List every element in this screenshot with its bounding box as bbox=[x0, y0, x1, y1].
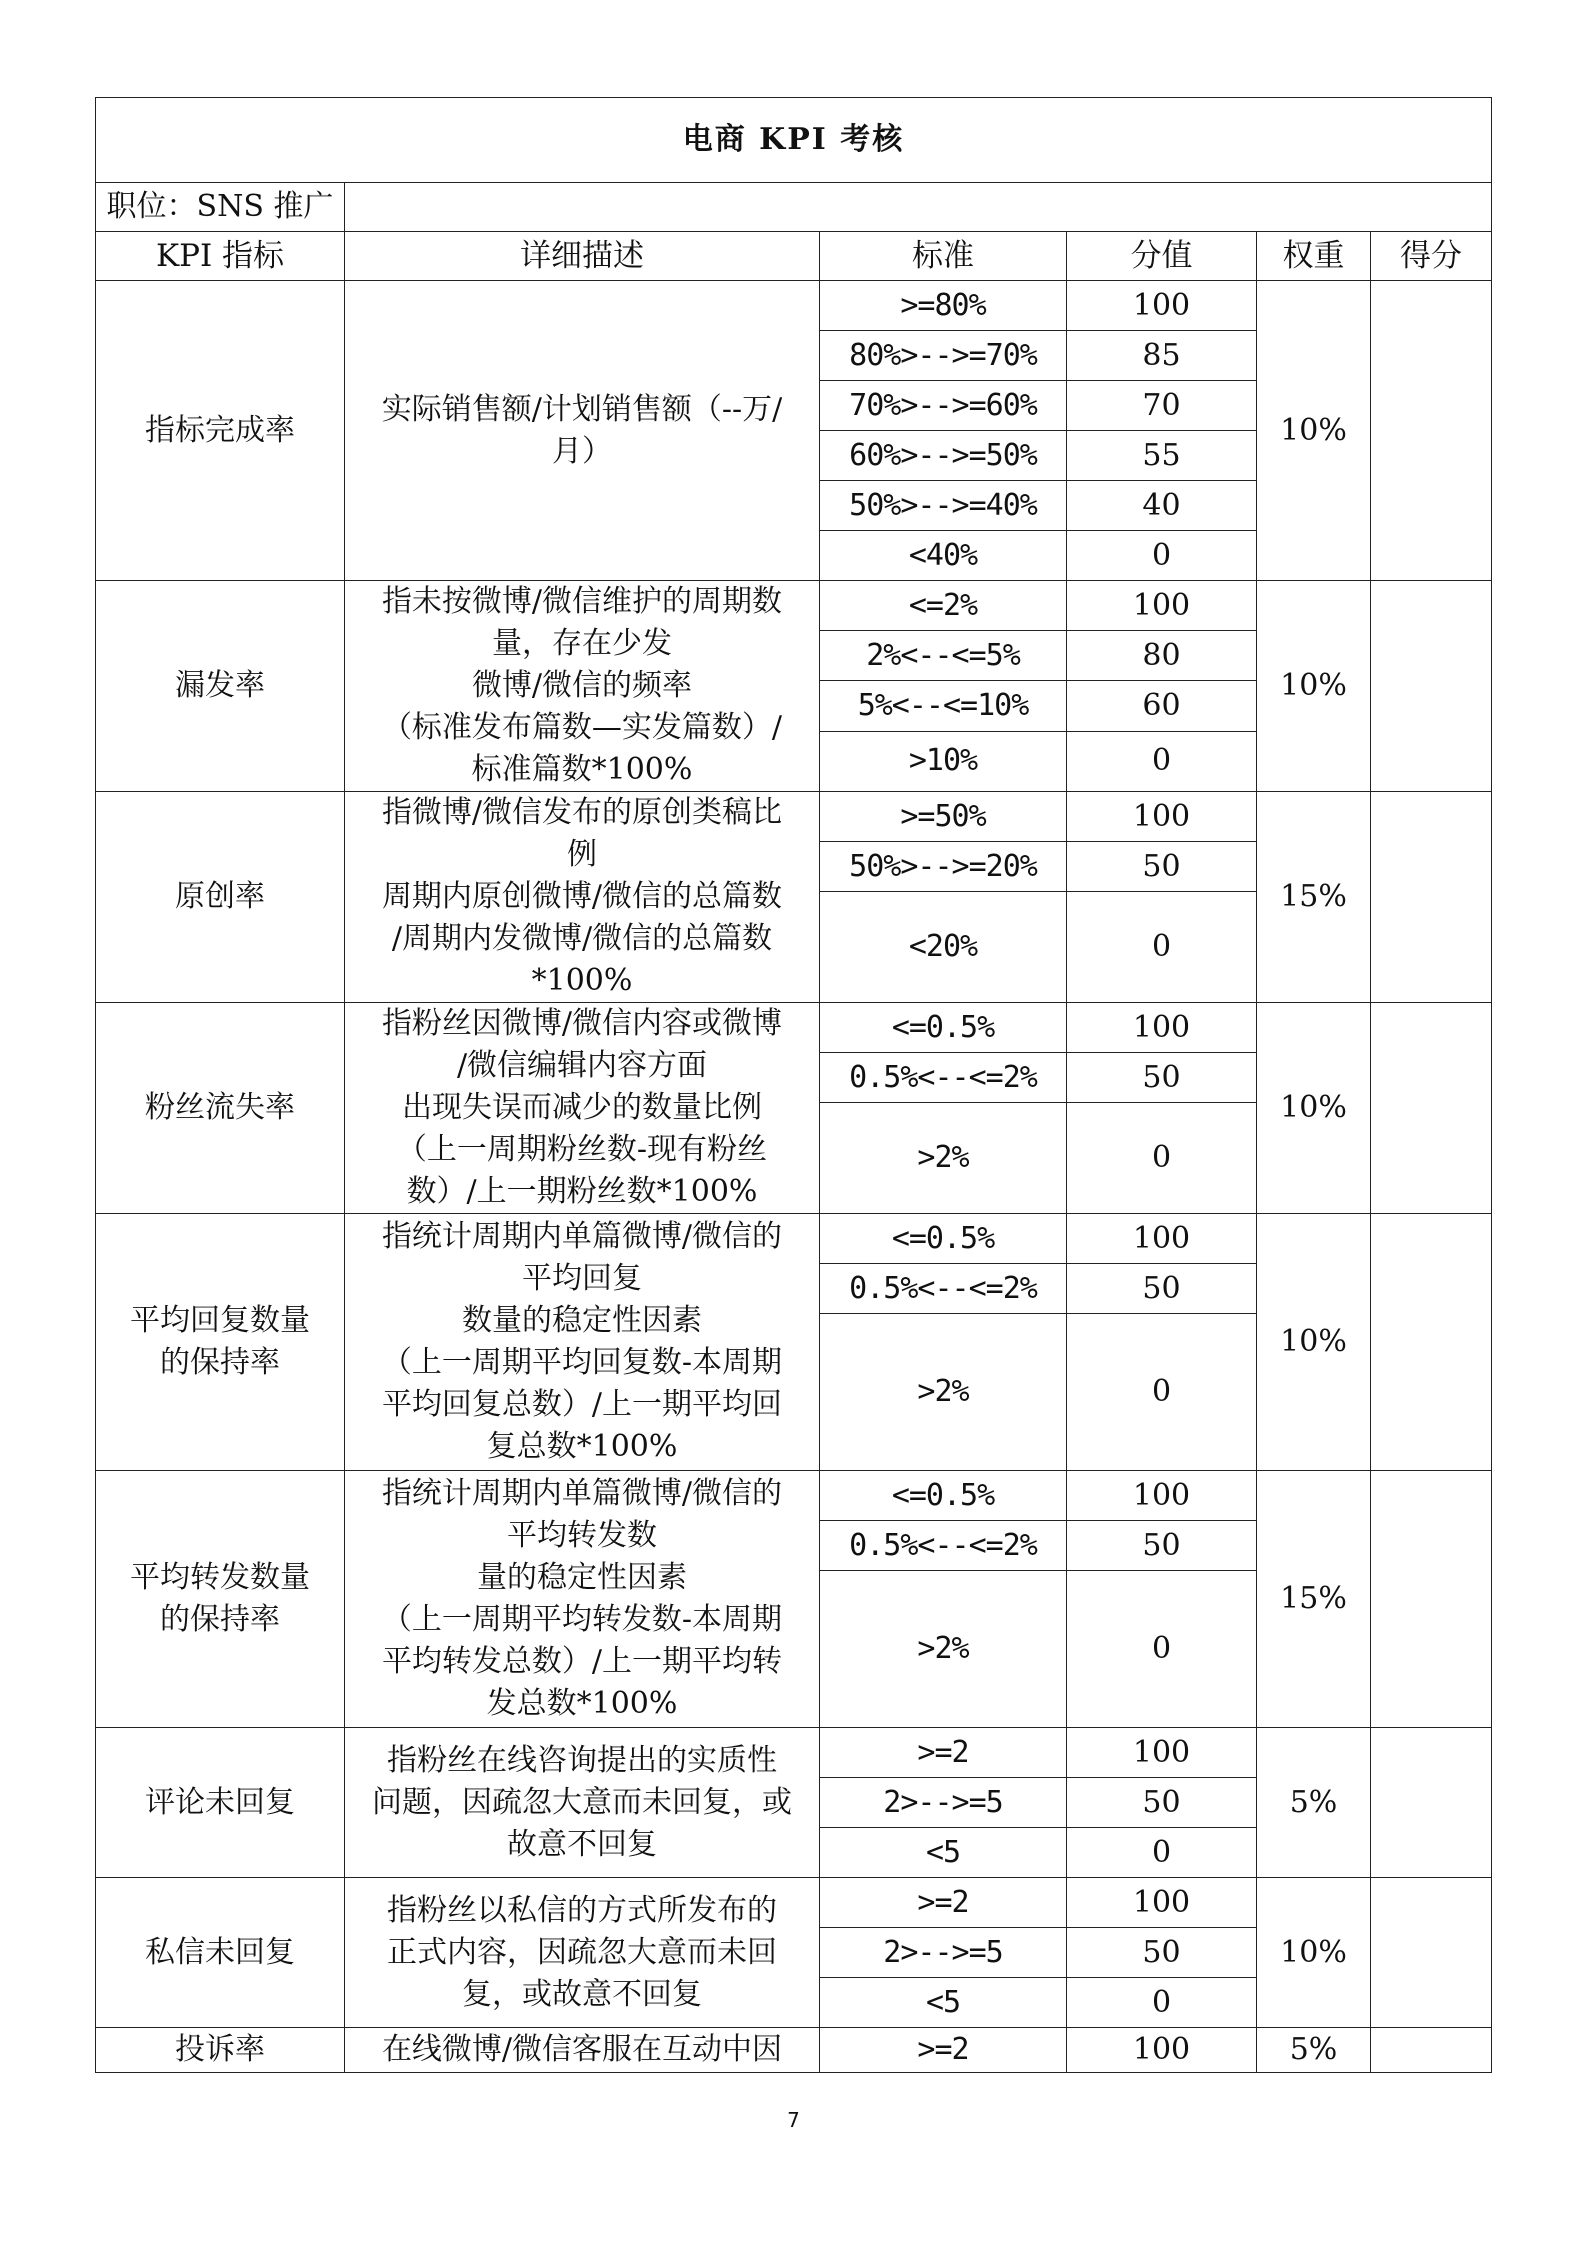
kpi-description-line: *100% bbox=[531, 963, 633, 998]
kpi-score-input[interactable] bbox=[1371, 2028, 1492, 2073]
kpi-description-line: 例 bbox=[567, 837, 597, 872]
kpi-standard: >=80% bbox=[820, 281, 1067, 331]
kpi-standard: 80%>-->=70% bbox=[820, 331, 1067, 381]
kpi-standard: <=0.5% bbox=[820, 1214, 1067, 1264]
kpi-description bbox=[345, 1214, 820, 1471]
kpi-description-line: 故意不回复 bbox=[507, 1826, 657, 1862]
kpi-value: 100 bbox=[1067, 1878, 1257, 1928]
kpi-weight: 10% bbox=[1257, 1003, 1371, 1214]
kpi-indicator: 指标完成率 bbox=[96, 281, 345, 581]
kpi-value: 100 bbox=[1067, 1003, 1257, 1053]
header-score: 得分 bbox=[1371, 232, 1492, 281]
kpi-description-line: /周期内发微博/微信的总篇数 bbox=[391, 921, 773, 956]
kpi-score-input[interactable] bbox=[1371, 1214, 1492, 1471]
table-row bbox=[96, 1214, 1492, 1264]
kpi-value: 60 bbox=[1067, 681, 1257, 731]
kpi-standard: >2% bbox=[820, 1314, 1067, 1471]
kpi-value: 0 bbox=[1067, 1103, 1257, 1214]
kpi-description-line: 出现失误而减少的数量比例 bbox=[402, 1090, 762, 1125]
kpi-value: 70 bbox=[1067, 381, 1257, 431]
kpi-value: 50 bbox=[1067, 1928, 1257, 1978]
kpi-standard: <=0.5% bbox=[820, 1003, 1067, 1053]
kpi-value: 0 bbox=[1067, 892, 1257, 1003]
kpi-value: 40 bbox=[1067, 481, 1257, 531]
kpi-value: 0 bbox=[1067, 1828, 1257, 1878]
kpi-value: 0 bbox=[1067, 531, 1257, 581]
kpi-standard: 60%>-->=50% bbox=[820, 431, 1067, 481]
kpi-standard: <20% bbox=[820, 892, 1067, 1003]
kpi-description-line: 指统计周期内单篇微博/微信的 bbox=[381, 1219, 783, 1254]
kpi-description-line: 指粉丝因微博/微信内容或微博 bbox=[381, 1006, 783, 1041]
kpi-description-line: （标准发布篇数—实发篇数）/ bbox=[381, 710, 783, 745]
kpi-weight: 10% bbox=[1257, 281, 1371, 581]
kpi-description-line: 平均回复 bbox=[522, 1261, 642, 1296]
kpi-standard: >=50% bbox=[820, 792, 1067, 842]
kpi-description-line: 复总数*100% bbox=[486, 1429, 678, 1464]
kpi-value: 100 bbox=[1067, 1728, 1257, 1778]
kpi-weight: 10% bbox=[1257, 1878, 1371, 2028]
kpi-value: 50 bbox=[1067, 1053, 1257, 1103]
title-row bbox=[96, 98, 1492, 183]
kpi-description bbox=[345, 581, 820, 792]
kpi-indicator: 漏发率 bbox=[96, 581, 345, 792]
kpi-value: 55 bbox=[1067, 431, 1257, 481]
kpi-standard: 2>-->=5 bbox=[820, 1778, 1067, 1828]
kpi-description-line: （上一周期平均回复数-本周期 bbox=[381, 1345, 783, 1380]
kpi-standard: <=2% bbox=[820, 581, 1067, 631]
kpi-standard: 0.5%<--<=2% bbox=[820, 1264, 1067, 1314]
header-description: 详细描述 bbox=[345, 232, 820, 281]
kpi-description-line: 指统计周期内单篇微博/微信的 bbox=[381, 1476, 783, 1511]
header-value: 分值 bbox=[1067, 232, 1257, 281]
kpi-score-input[interactable] bbox=[1371, 1003, 1492, 1214]
kpi-standard: <=0.5% bbox=[820, 1471, 1067, 1521]
kpi-description-line: 指未按微博/微信维护的周期数 bbox=[381, 584, 783, 619]
kpi-standard: <40% bbox=[820, 531, 1067, 581]
kpi-score-input[interactable] bbox=[1371, 1728, 1492, 1878]
table-row bbox=[96, 1728, 1492, 1778]
kpi-score-input[interactable] bbox=[1371, 1471, 1492, 1728]
kpi-weight: 10% bbox=[1257, 1214, 1371, 1471]
kpi-value: 0 bbox=[1067, 1978, 1257, 2028]
kpi-score-input[interactable] bbox=[1371, 581, 1492, 792]
page-title: 电商 KPI 考核 bbox=[96, 98, 1492, 183]
kpi-standard: >=2 bbox=[820, 1728, 1067, 1778]
table-row bbox=[96, 1878, 1492, 1928]
kpi-indicator: 私信未回复 bbox=[96, 1878, 345, 2028]
kpi-weight: 5% bbox=[1257, 2028, 1371, 2073]
kpi-standard: <5 bbox=[820, 1978, 1067, 2028]
kpi-value: 80 bbox=[1067, 631, 1257, 681]
kpi-value: 50 bbox=[1067, 1778, 1257, 1828]
kpi-standard: >2% bbox=[820, 1571, 1067, 1728]
kpi-description-line: 指粉丝以私信的方式所发布的 bbox=[387, 1892, 777, 1928]
kpi-value: 100 bbox=[1067, 792, 1257, 842]
kpi-score-input[interactable] bbox=[1371, 281, 1492, 581]
kpi-description-line: 量的稳定性因素 bbox=[477, 1560, 687, 1595]
page-number: 7 bbox=[787, 2108, 800, 2132]
kpi-value: 50 bbox=[1067, 1521, 1257, 1571]
kpi-description-line: 实际销售额/计划销售额（--万/ bbox=[381, 391, 783, 427]
kpi-value: 100 bbox=[1067, 581, 1257, 631]
table-row bbox=[96, 1003, 1492, 1053]
kpi-description-line: 在线微博/微信客服在互动中因 bbox=[381, 2032, 783, 2067]
table-row bbox=[96, 581, 1492, 631]
kpi-standard: <5 bbox=[820, 1828, 1067, 1878]
kpi-description-line: 标准篇数*100% bbox=[471, 752, 693, 787]
kpi-indicator-line: 平均转发数量 bbox=[130, 1560, 310, 1595]
kpi-standard: 70%>-->=60% bbox=[820, 381, 1067, 431]
header-weight: 权重 bbox=[1257, 232, 1371, 281]
kpi-standard: >10% bbox=[820, 731, 1067, 791]
kpi-description-line: 发总数*100% bbox=[486, 1686, 678, 1721]
kpi-indicator bbox=[96, 1214, 345, 1471]
kpi-description-line: /微信编辑内容方面 bbox=[456, 1048, 708, 1083]
kpi-value: 85 bbox=[1067, 331, 1257, 381]
kpi-description-line: 平均转发总数）/上一期平均转 bbox=[381, 1644, 783, 1679]
kpi-value: 50 bbox=[1067, 842, 1257, 892]
kpi-description bbox=[345, 1878, 820, 2028]
kpi-indicator-line: 平均回复数量 bbox=[130, 1303, 310, 1338]
kpi-standard: 5%<--<=10% bbox=[820, 681, 1067, 731]
kpi-standard: 50%>-->=40% bbox=[820, 481, 1067, 531]
kpi-value: 100 bbox=[1067, 1214, 1257, 1264]
header-standard: 标准 bbox=[820, 232, 1067, 281]
kpi-description-line: 周期内原创微博/微信的总篇数 bbox=[381, 879, 783, 914]
kpi-standard: >=2 bbox=[820, 2028, 1067, 2073]
kpi-score-input[interactable] bbox=[1371, 1878, 1492, 2028]
kpi-standard: >2% bbox=[820, 1103, 1067, 1214]
kpi-description-line: 微博/微信的频率 bbox=[471, 668, 693, 703]
kpi-description-line: 量，存在少发 bbox=[492, 626, 672, 661]
kpi-description-line: 月） bbox=[552, 433, 612, 469]
kpi-description-line: 数量的稳定性因素 bbox=[462, 1303, 702, 1338]
kpi-description-line: 复，或故意不回复 bbox=[462, 1976, 702, 2012]
kpi-description-line: 数）/上一期粉丝数*100% bbox=[406, 1174, 758, 1209]
kpi-description-line: 平均回复总数）/上一期平均回 bbox=[381, 1387, 783, 1422]
kpi-standard: 0.5%<--<=2% bbox=[820, 1053, 1067, 1103]
kpi-value: 50 bbox=[1067, 1264, 1257, 1314]
table-row bbox=[96, 281, 1492, 331]
kpi-value: 100 bbox=[1067, 281, 1257, 331]
kpi-description bbox=[345, 1728, 820, 1878]
kpi-value: 0 bbox=[1067, 1571, 1257, 1728]
kpi-standard: 2%<--<=5% bbox=[820, 631, 1067, 681]
table-row bbox=[96, 2028, 1492, 2073]
kpi-indicator: 评论未回复 bbox=[96, 1728, 345, 1878]
kpi-description-line: （上一周期粉丝数-现有粉丝 bbox=[396, 1132, 768, 1167]
kpi-weight: 10% bbox=[1257, 581, 1371, 792]
kpi-standard: 50%>-->=20% bbox=[820, 842, 1067, 892]
kpi-description bbox=[345, 792, 820, 1003]
kpi-description-line: 指微博/微信发布的原创类稿比 bbox=[381, 795, 783, 830]
kpi-indicator: 原创率 bbox=[96, 792, 345, 1003]
kpi-indicator-line: 的保持率 bbox=[160, 1345, 280, 1380]
kpi-description-line: 正式内容，因疏忽大意而未回 bbox=[387, 1934, 777, 1970]
kpi-description bbox=[345, 1003, 820, 1214]
kpi-weight: 15% bbox=[1257, 1471, 1371, 1728]
position-value-cell bbox=[345, 183, 1492, 232]
kpi-standard: >=2 bbox=[820, 1878, 1067, 1928]
kpi-description-line: 平均转发数 bbox=[507, 1518, 657, 1553]
position-row bbox=[96, 183, 1492, 232]
position-label: 职位：SNS 推广 bbox=[96, 183, 345, 232]
kpi-indicator-line: 的保持率 bbox=[160, 1602, 280, 1637]
kpi-indicator: 投诉率 bbox=[96, 2028, 345, 2073]
kpi-value: 0 bbox=[1067, 731, 1257, 791]
header-row bbox=[96, 232, 1492, 281]
kpi-value: 0 bbox=[1067, 1314, 1257, 1471]
kpi-weight: 5% bbox=[1257, 1728, 1371, 1878]
table-row bbox=[96, 792, 1492, 842]
kpi-score-input[interactable] bbox=[1371, 792, 1492, 1003]
kpi-value: 100 bbox=[1067, 1471, 1257, 1521]
kpi-description bbox=[345, 2028, 820, 2073]
header-kpi: KPI 指标 bbox=[96, 232, 345, 281]
kpi-value: 100 bbox=[1067, 2028, 1257, 2073]
kpi-description bbox=[345, 281, 820, 581]
kpi-indicator: 粉丝流失率 bbox=[96, 1003, 345, 1214]
kpi-standard: 0.5%<--<=2% bbox=[820, 1521, 1067, 1571]
kpi-standard: 2>-->=5 bbox=[820, 1928, 1067, 1978]
kpi-description-line: 指粉丝在线咨询提出的实质性 bbox=[387, 1742, 777, 1778]
kpi-description-line: （上一周期平均转发数-本周期 bbox=[381, 1602, 783, 1637]
kpi-weight: 15% bbox=[1257, 792, 1371, 1003]
kpi-description bbox=[345, 1471, 820, 1728]
kpi-description-line: 问题，因疏忽大意而未回复，或 bbox=[372, 1784, 792, 1820]
kpi-indicator bbox=[96, 1471, 345, 1728]
table-row bbox=[96, 1471, 1492, 1521]
kpi-table bbox=[95, 97, 1492, 2073]
